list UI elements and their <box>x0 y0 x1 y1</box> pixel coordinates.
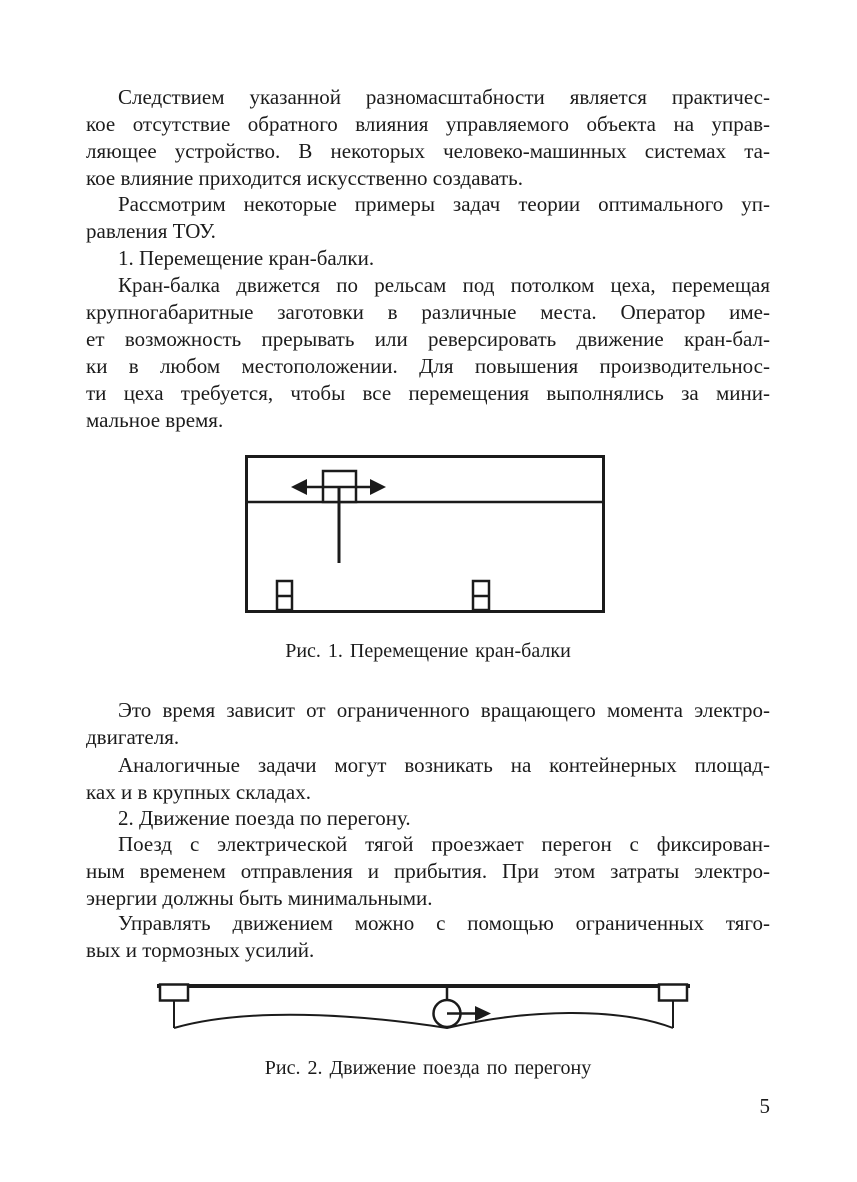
text-line: ляющее устройство. В некоторых человеко-машинных системах та- <box>86 139 770 163</box>
figure-2-caption: Рис. 2. Движение поезда по перегону <box>264 1057 592 1079</box>
text-line: Рассмотрим некоторые примеры задач теории оптимального уп- <box>118 192 770 216</box>
paragraph-7 <box>86 805 770 832</box>
arrow-left-icon <box>291 479 307 495</box>
paragraph-6 <box>86 752 770 806</box>
text-line: Аналогичные задачи могут возникать на контейнерных площад- <box>118 753 770 777</box>
text-line: Кран-балка движется по рельсам под потолком цеха, перемещая <box>118 273 770 297</box>
text-line: энергии должны быть минимальными. <box>86 886 433 910</box>
text-line: двигателя. <box>86 725 180 749</box>
arrow-right-icon <box>370 479 386 495</box>
text-line: ки в любом местоположении. Для повышения производительнос- <box>86 354 770 378</box>
text-line: Это время зависит от ограниченного вращающего момента электро- <box>118 698 770 722</box>
text-line: ках и в крупных складах. <box>86 780 311 804</box>
text-line: ти цеха требуется, чтобы все перемещения выполнялись за мини- <box>86 381 770 405</box>
paragraph-2 <box>86 191 770 245</box>
station-right <box>659 985 687 1001</box>
train-diagram <box>157 982 690 1036</box>
text-line: ет возможность прерывать или реверсировать движение кран-бал- <box>86 327 770 351</box>
crane-beam-diagram <box>245 455 605 613</box>
figure-1-crane-beam <box>245 455 605 613</box>
text-line: кое отсутствие обратного влияния управляемого объекта на управ- <box>86 112 770 136</box>
station-left <box>160 985 188 1001</box>
text-line: вых и тормозных усилий. <box>86 938 315 962</box>
text-line: Следствием указанной разномасштабности является практичес- <box>118 85 770 109</box>
text-line: крупногабаритные заготовки в различные места. Оператор име- <box>86 300 770 324</box>
paragraph-9 <box>86 910 770 964</box>
figure-2-train <box>157 982 690 1036</box>
text-line: Поезд с электрической тягой проезжает перегон с фиксирован- <box>118 832 770 856</box>
text-line: мальное время. <box>86 408 224 432</box>
text-line: Управлять движением можно с помощью ограниченных тяго- <box>118 911 770 935</box>
text-line: ным временем отправления и прибытия. При этом затраты электро- <box>86 859 770 883</box>
figure-1-caption: Рис. 1. Перемещение кран-балки <box>285 640 571 662</box>
text-line: 2. Движение поезда по перегону. <box>118 806 411 830</box>
track-profile-curve <box>174 1013 673 1028</box>
paragraph-3 <box>86 245 770 272</box>
workshop-outline <box>247 457 604 612</box>
page-number: 5 <box>759 1094 770 1118</box>
paragraph-5 <box>86 697 770 751</box>
paragraph-4 <box>86 272 770 434</box>
text-line: кое влияние приходится искусственно создавать. <box>86 166 523 190</box>
paragraph-8 <box>86 831 770 912</box>
text-line: 1. Перемещение кран-балки. <box>118 246 375 270</box>
text-line: равления ТОУ. <box>86 219 216 243</box>
paragraph-1 <box>86 84 770 192</box>
